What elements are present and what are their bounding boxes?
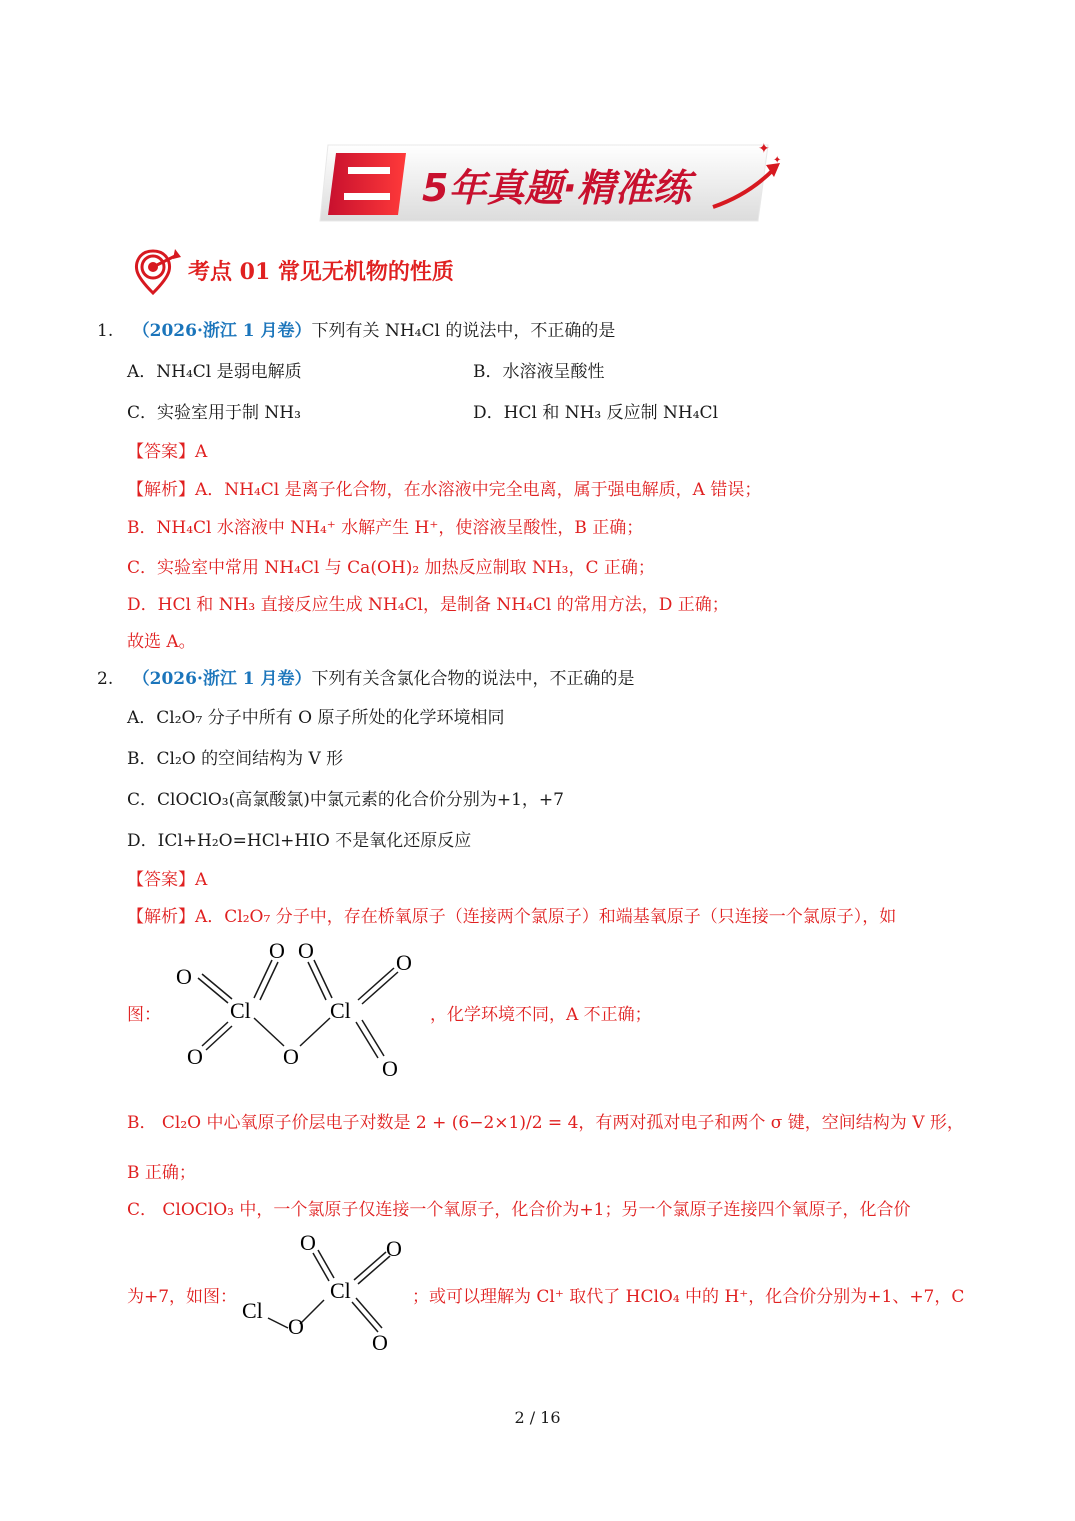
q1-analysis-conclusion: 故选 A。 bbox=[127, 632, 196, 652]
question-2 bbox=[97, 664, 635, 689]
q2-option-a: A．Cl₂O₇ 分子中所有 O 原子所处的化学环境相同 bbox=[127, 708, 505, 728]
q2-answer: 【答案】A bbox=[127, 870, 208, 890]
page-number: 2 / 16 bbox=[514, 1408, 561, 1427]
q2-analysis-c-end: ；或可以理解为 Cl⁺ 取代了 HClO₄ 中的 H⁺，化合价分别为+1、+7，C bbox=[412, 1287, 965, 1307]
cl-atom: Cl bbox=[330, 998, 351, 1023]
q1-option-c: C．实验室用于制 NH₃ bbox=[127, 403, 301, 423]
o-atom: O bbox=[300, 1230, 316, 1255]
question-1 bbox=[97, 316, 615, 341]
q1-analysis-c: C．实验室中常用 NH₄Cl 与 Ca(OH)₂ 加热反应制取 NH₃，C 正确； bbox=[127, 558, 655, 578]
o-atom: O bbox=[396, 950, 412, 975]
o-atom: O bbox=[386, 1236, 402, 1261]
o-atom: O bbox=[298, 938, 314, 963]
q2-option-d: D．ICl+H₂O=HCl+HIO 不是氧化还原反应 bbox=[127, 831, 472, 851]
q2-analysis-a-figure-label: 图： bbox=[127, 1005, 161, 1025]
svg-text:✦: ✦ bbox=[758, 141, 770, 157]
q1-answer: 【答案】A bbox=[127, 442, 208, 462]
q2-analysis-b: B． Cl₂O 中心氧原子价层电子对数是 2 + (6−2×1)/2 = 4，有两对孤对电子和两个 σ 键，空间结构为 V 形， bbox=[127, 1113, 964, 1133]
q1-option-d: D．HCl 和 NH₃ 反应制 NH₄Cl bbox=[473, 403, 718, 423]
cl-atom: Cl bbox=[230, 998, 251, 1023]
cl-atom: Cl bbox=[242, 1298, 263, 1323]
q2-analysis-a-end: ，化学环境不同，A 不正确； bbox=[430, 1005, 652, 1025]
cloclo3-structure-diagram bbox=[238, 1228, 413, 1353]
q1-analysis-a: 【解析】A．NH₄Cl 是离子化合物，在水溶液中完全电离，属于强电解质，A 错误； bbox=[127, 480, 762, 500]
o-atom: O bbox=[176, 964, 192, 989]
q1-number: 1. bbox=[97, 321, 114, 341]
q2-option-b: B．Cl₂O 的空间结构为 V 形 bbox=[127, 749, 344, 769]
q2-analysis-b-end: B 正确； bbox=[127, 1163, 196, 1183]
q1-option-b: B．水溶液呈酸性 bbox=[473, 362, 605, 382]
o-atom: O bbox=[288, 1314, 304, 1339]
o-atom: O bbox=[283, 1044, 299, 1069]
q2-stem: 下列有关含氯化合物的说法中，不正确的是 bbox=[311, 669, 635, 689]
q2-analysis-c: C． ClOClO₃ 中，一个氯原子仅连接一个氧原子，化合价为+1；另一个氯原子连接四个氧原子，化合价 bbox=[127, 1200, 911, 1220]
o-atom: O bbox=[372, 1330, 388, 1353]
q1-analysis-b: B．NH₄Cl 水溶液中 NH₄⁺ 水解产生 H⁺，使溶液呈酸性，B 正确； bbox=[127, 518, 644, 538]
banner-title: 5年真题·精准练 bbox=[422, 166, 691, 210]
svg-text:✦: ✦ bbox=[773, 155, 782, 166]
o-atom: O bbox=[382, 1056, 398, 1081]
q2-source: （2026·浙江 1 月卷） bbox=[132, 669, 312, 689]
q2-option-c: C．ClOClO₃(高氯酸氯)中氯元素的化合价分别为+1，+7 bbox=[127, 790, 564, 810]
q2-analysis-a: 【解析】A．Cl₂O₇ 分子中，存在桥氧原子（连接两个氯原子）和端基氧原子（只连接一个氯原子），如 bbox=[127, 907, 897, 927]
target-icon bbox=[131, 245, 183, 297]
q1-stem: 下列有关 NH₄Cl 的说法中，不正确的是 bbox=[311, 321, 616, 341]
q1-analysis-d: D．HCl 和 NH₃ 直接反应生成 NH₄Cl，是制备 NH₄Cl 的常用方法，D 正确； bbox=[127, 595, 729, 615]
q1-option-a: A．NH₄Cl 是弱电解质 bbox=[127, 362, 302, 382]
cl2o7-structure-diagram bbox=[168, 938, 423, 1083]
q2-number: 2. bbox=[97, 669, 114, 689]
cl-atom: Cl bbox=[330, 1278, 351, 1303]
banner bbox=[318, 135, 788, 227]
section-title: 考点 01 常见无机物的性质 bbox=[188, 259, 454, 285]
q1-source: （2026·浙江 1 月卷） bbox=[132, 321, 312, 341]
q2-analysis-c-figure-label: 为+7，如图： bbox=[127, 1287, 238, 1307]
o-atom: O bbox=[269, 938, 285, 963]
o-atom: O bbox=[187, 1044, 203, 1069]
